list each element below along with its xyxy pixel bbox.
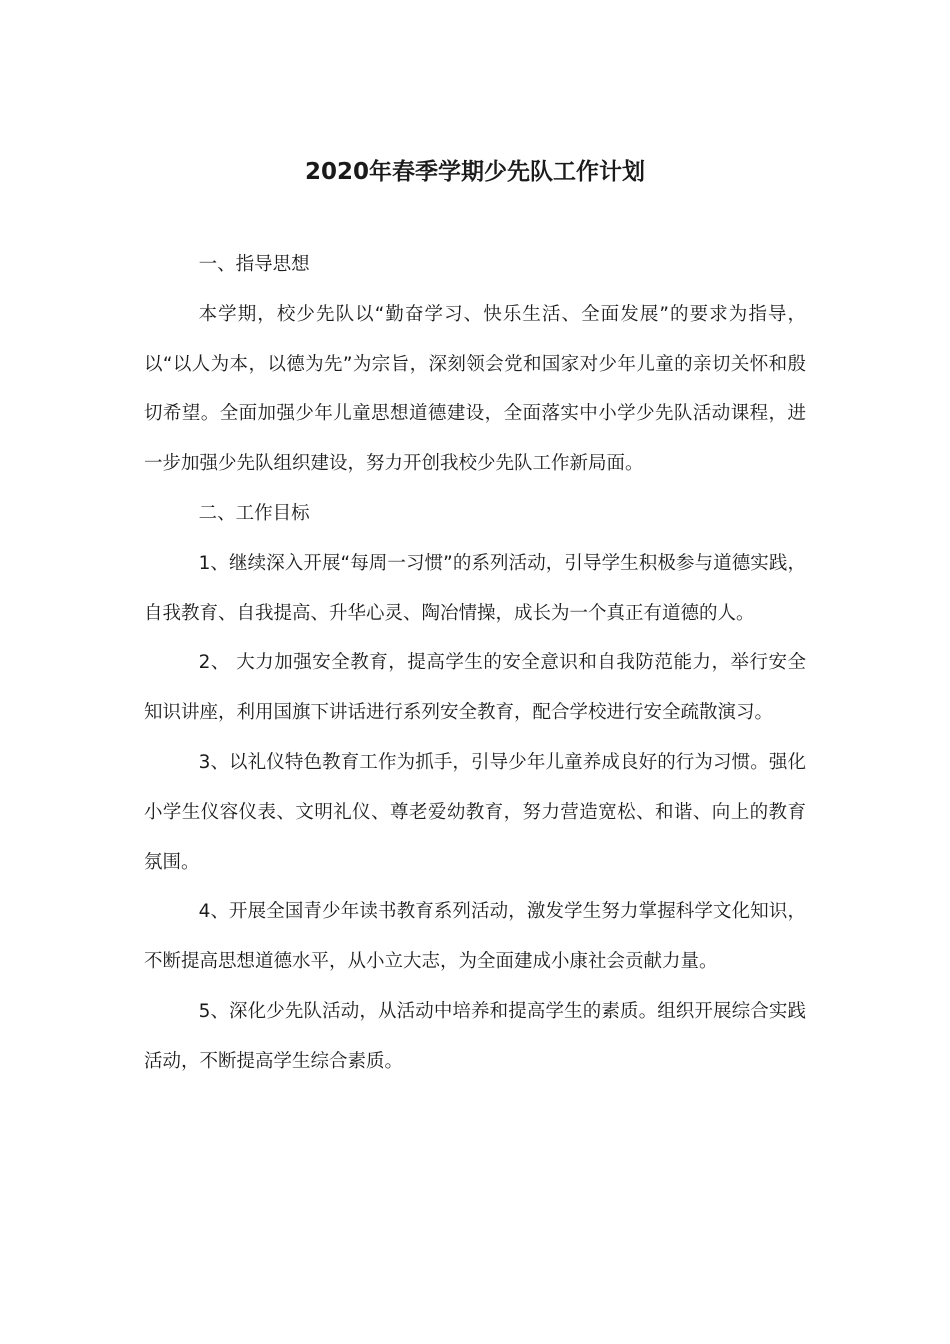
goal-item-5: 5、深化少先队活动，从活动中培养和提高学生的素质。组织开展综合实践活动，不断提高学生综合素质。: [144, 1000, 806, 1072]
section-heading-work-goals: 二、工作目标: [198, 502, 310, 524]
document-body: [144, 240, 806, 1087]
document-title: 2020年春季学期少先队工作计划: [304, 159, 645, 185]
goal-item-4: 4、开展全国青少年读书教育系列活动，激发学生努力掌握科学文化知识，不断提高思想道德水平，从小立大志，为全面建成小康社会贡献力量。: [144, 901, 806, 973]
paragraph-guiding-thought: 本学期，校少先队以“勤奋学习、快乐生活、全面发展”的要求为指导，以“以人为本，以德为先”为宗旨，深刻领会党和国家对少年儿童的亲切关怀和殷切希望。全面加强少年儿童思想道德建设，全面落实中小学少先队活动课程，进一步加强少先队组织建设，努力开创我校少先队工作新局面。: [144, 303, 806, 475]
goal-item-2: 2、 大力加强安全教育，提高学生的安全意识和自我防范能力，举行安全知识讲座，利用国旗下讲话进行系列安全教育，配合学校进行安全疏散演习。: [144, 652, 806, 724]
goal-item-1: 1、继续深入开展“每周一习惯”的系列活动，引导学生积极参与道德实践，自我教育、自我提高、升华心灵、陶冶情操，成长为一个真正有道德的人。: [144, 552, 806, 624]
section-heading-guiding-thought: 一、指导思想: [198, 254, 310, 275]
goal-item-3: 3、以礼仪特色教育工作为抓手，引导少年儿童养成良好的行为习惯。强化小学生仪容仪表、文明礼仪、尊老爱幼教育，努力营造宽松、和谐、向上的教育氛围。: [144, 751, 806, 873]
